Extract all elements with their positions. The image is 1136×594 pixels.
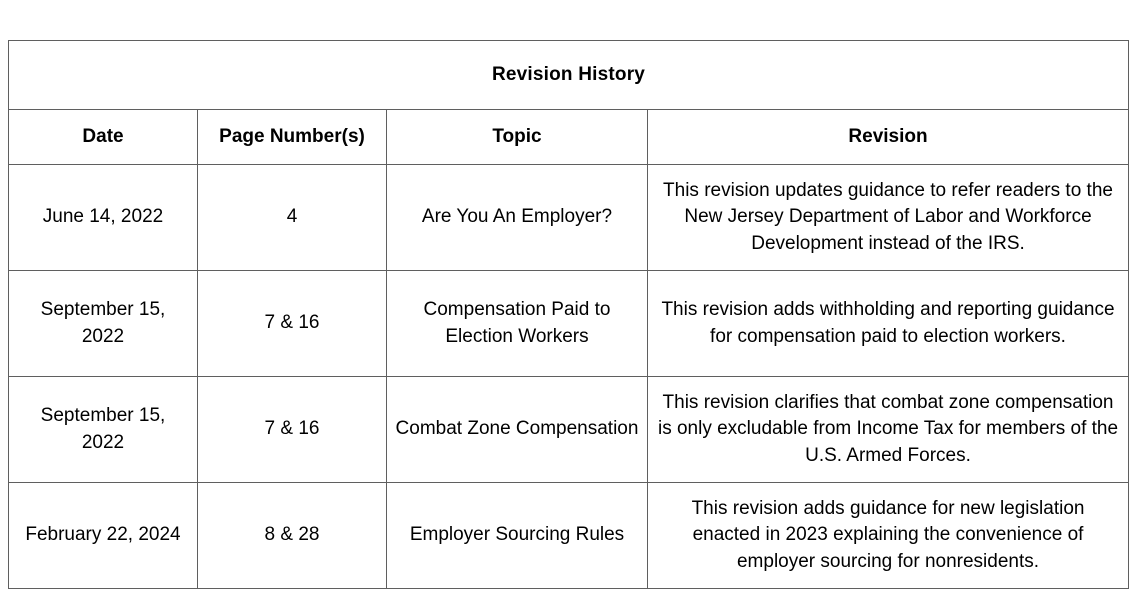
- cell-date: September 15, 2022: [9, 377, 198, 483]
- cell-pages: 8 & 28: [198, 483, 387, 589]
- cell-revision: This revision adds withholding and reporting guidance for compensation paid to election workers.: [648, 271, 1129, 377]
- cell-revision: This revision adds guidance for new legislation enacted in 2023 explaining the convenience of employer sourcing for nonresidents.: [648, 483, 1129, 589]
- cell-pages: 4: [198, 165, 387, 271]
- cell-date: September 15, 2022: [9, 271, 198, 377]
- header-page-numbers: Page Number(s): [198, 110, 387, 165]
- cell-date: February 22, 2024: [9, 483, 198, 589]
- table-row: [9, 271, 1129, 377]
- cell-pages: 7 & 16: [198, 271, 387, 377]
- table-header-row: [9, 110, 1129, 165]
- header-revision: Revision: [648, 110, 1129, 165]
- cell-revision: This revision clarifies that combat zone compensation is only excludable from Income Tax for members of the U.S. Armed Forces.: [648, 377, 1129, 483]
- header-topic: Topic: [387, 110, 648, 165]
- table-title: Revision History: [9, 41, 1129, 110]
- cell-topic: Combat Zone Compensation: [387, 377, 648, 483]
- header-date: Date: [9, 110, 198, 165]
- table-title-row: [9, 41, 1129, 110]
- cell-topic: Employer Sourcing Rules: [387, 483, 648, 589]
- table-row: [9, 483, 1129, 589]
- revision-history-table: [8, 40, 1129, 589]
- table-row: [9, 377, 1129, 483]
- cell-topic: Compensation Paid to Election Workers: [387, 271, 648, 377]
- cell-revision: This revision updates guidance to refer readers to the New Jersey Department of Labor and Workforce Development instead of the IRS.: [648, 165, 1129, 271]
- cell-date: June 14, 2022: [9, 165, 198, 271]
- table-row: [9, 165, 1129, 271]
- cell-pages: 7 & 16: [198, 377, 387, 483]
- cell-topic: Are You An Employer?: [387, 165, 648, 271]
